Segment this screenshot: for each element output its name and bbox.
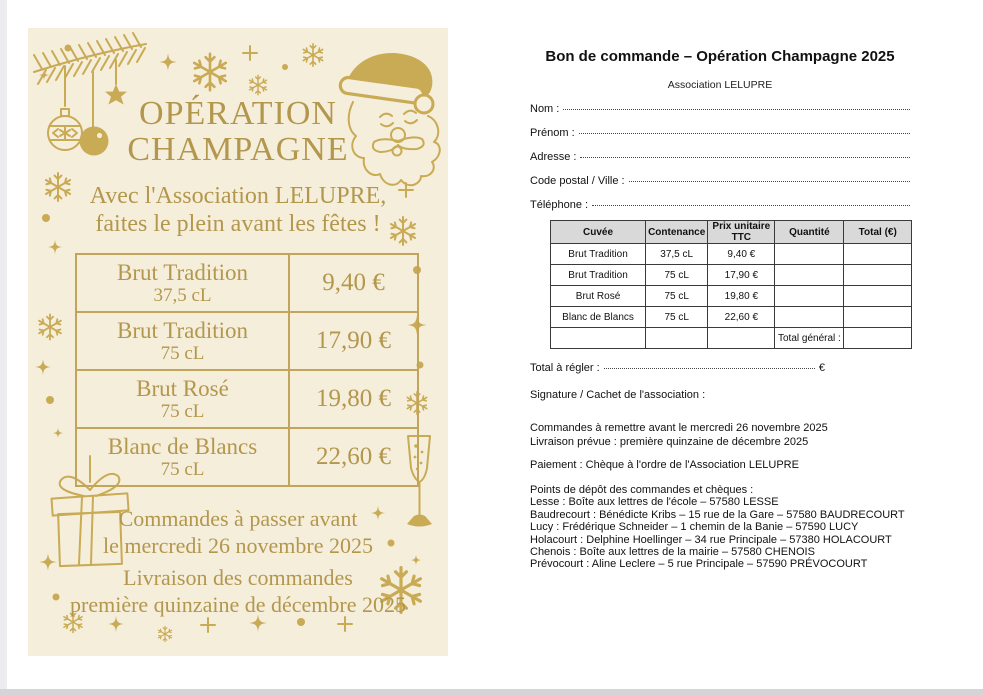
cell-quantite [775, 265, 844, 286]
delivery-note-line1: Livraison des commandes [123, 565, 353, 590]
cell-contenance: 75 cL [646, 307, 708, 328]
cuvee-size: 75 cL [160, 459, 205, 480]
flyer-subtitle-line2: faites le plein avant les fêtes ! [95, 211, 381, 237]
col-header-total: Total (€) [844, 221, 912, 244]
signature-label: Signature / Cachet de l'association : [530, 389, 706, 401]
order-form-subtitle: Association LELUPRE [667, 79, 773, 91]
cell-cuvee: Brut Rosé [551, 286, 646, 307]
delivery-note-line2: première quinzaine de décembre 2025 [70, 592, 406, 617]
cell-quantite [775, 244, 844, 265]
dotted-line [580, 157, 910, 158]
cuvee-name: Brut Tradition [116, 318, 248, 343]
cell-quantite [775, 307, 844, 328]
cuvee-size: 37,5 cL [153, 285, 212, 306]
cell-contenance: 75 cL [646, 265, 708, 286]
table-row [551, 286, 912, 307]
field-prenom [530, 127, 910, 139]
cell-cuvee: Blanc de Blancs [551, 307, 646, 328]
table-row [551, 307, 912, 328]
field-label: Code postal / Ville : [530, 175, 625, 187]
flyer-subtitle-line1: Avec l'Association LELUPRE, [89, 183, 387, 209]
depot-line: Chenois : Boîte aux lettres de la mairie – 57580 CHENOIS [530, 546, 815, 559]
depot-line: Holacourt : Delphine Hoellinger – 34 rue Principale – 57380 HOLACOURT [530, 533, 892, 546]
flyer-subtitle [28, 182, 448, 238]
table-footer-row [551, 328, 912, 349]
payment-note: Paiement : Chèque à l'ordre de l'Association LELUPRE [530, 459, 799, 471]
col-header-contenance: Contenance [646, 221, 708, 244]
field-label: Adresse : [530, 151, 577, 163]
dotted-line [579, 133, 910, 134]
order-notes [530, 421, 828, 449]
cell-contenance: 37,5 cL [646, 244, 708, 265]
depot-line: Lesse : Boîte aux lettres de l'école – 57580 LESSE [530, 496, 779, 509]
cuvee-price: 9,40 € [322, 269, 385, 296]
cuvee-price: 19,80 € [316, 385, 391, 412]
cell-total [844, 286, 912, 307]
note-delivery: Livraison prévue : première quinzaine de décembre 2025 [530, 436, 809, 448]
order-form-page [530, 48, 910, 648]
cell-prix: 19,80 € [708, 286, 775, 307]
window-left-edge [0, 0, 7, 696]
flyer-title [28, 96, 448, 168]
cell-quantite [775, 286, 844, 307]
flyer-title-line1: OPÉRATION [139, 95, 337, 132]
field-label: Nom : [530, 103, 560, 115]
total-label: Total à régler : [530, 362, 600, 374]
dotted-line [604, 368, 815, 369]
order-table-header-row [551, 221, 912, 244]
price-row [77, 369, 417, 427]
cell-total [844, 265, 912, 286]
price-row [77, 311, 417, 369]
cell-prix: 17,90 € [708, 265, 775, 286]
price-row [77, 427, 417, 485]
cell-total [844, 244, 912, 265]
field-label: Prénom : [530, 127, 575, 139]
depot-line: Lucy : Frédérique Schneider – 1 chemin de la Banie – 57590 LUCY [530, 521, 859, 534]
total-to-pay-line [530, 362, 825, 374]
flyer-title-line2: CHAMPAGNE [127, 131, 349, 168]
champagne-flyer-page [28, 28, 448, 656]
note-deadline: Commandes à remettre avant le mercredi 26 novembre 2025 [530, 422, 828, 434]
cell-prix: 22,60 € [708, 307, 775, 328]
depot-points [530, 484, 905, 571]
order-note-line2: le mercredi 26 novembre 2025 [102, 533, 373, 558]
flyer-order-deadline [28, 505, 448, 559]
dotted-line [592, 205, 910, 206]
currency-symbol: € [818, 362, 825, 374]
col-header-cuvee: Cuvée [551, 221, 646, 244]
total-general-value [844, 328, 912, 349]
depot-title: Points de dépôt des commandes et chèques : [530, 484, 754, 496]
field-nom [530, 103, 910, 115]
depot-line: Baudrecourt : Bénédicte Kribs – 15 rue de la Gare – 57580 BAUDRECOURT [530, 508, 905, 521]
field-adresse [530, 151, 910, 163]
order-form-title: Bon de commande – Opération Champagne 2025 [545, 48, 895, 65]
field-label: Téléphone : [530, 199, 589, 211]
price-row [77, 255, 417, 311]
cell-contenance: 75 cL [646, 286, 708, 307]
cuvee-name: Blanc de Blancs [107, 434, 258, 459]
field-code-postal-ville [530, 175, 910, 187]
cell-cuvee: Brut Tradition [551, 244, 646, 265]
flyer-delivery-note [28, 564, 448, 618]
cell-cuvee: Brut Tradition [551, 265, 646, 286]
col-header-prix: Prix unitaire TTC [708, 221, 775, 244]
cuvee-price: 22,60 € [316, 443, 391, 470]
window-bottom-bar [0, 689, 983, 696]
dotted-line [629, 181, 910, 182]
col-header-quantite: Quantité [775, 221, 844, 244]
depot-line: Prévocourt : Aline Leclere – 5 rue Principale – 57590 PRÉVOCOURT [530, 558, 868, 571]
cuvee-name: Brut Tradition [116, 260, 248, 285]
field-telephone [530, 199, 910, 211]
flyer-price-table [75, 253, 419, 487]
dotted-line [563, 109, 910, 110]
table-row [551, 244, 912, 265]
order-note-line1: Commandes à passer avant [118, 506, 358, 531]
total-general-label: Total général : [775, 328, 844, 349]
cell-prix: 9,40 € [708, 244, 775, 265]
cuvee-price: 17,90 € [316, 327, 391, 354]
order-table [550, 220, 912, 349]
cuvee-size: 75 cL [160, 343, 205, 364]
cuvee-size: 75 cL [160, 401, 205, 422]
cell-total [844, 307, 912, 328]
table-row [551, 265, 912, 286]
cuvee-name: Brut Rosé [136, 376, 229, 401]
